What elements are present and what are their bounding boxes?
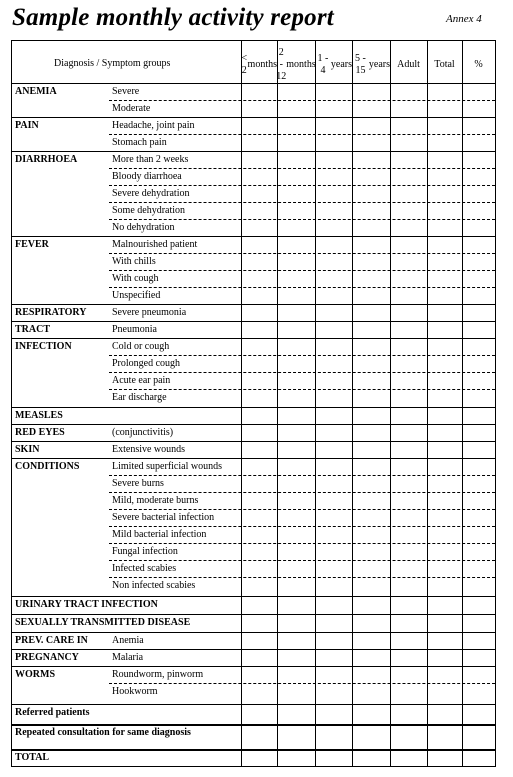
row-symptom: Ear discharge	[112, 392, 167, 403]
table-row-entry[interactable]	[241, 441, 495, 458]
table-row-entry[interactable]	[241, 389, 495, 407]
row-category: PREGNANCY	[15, 652, 79, 663]
table-row-entry[interactable]	[241, 475, 495, 492]
row-symptom: With chills	[112, 256, 156, 267]
row-symptom: (conjunctivitis)	[112, 427, 174, 438]
table-row-entry[interactable]	[241, 666, 495, 683]
table-row-entry[interactable]	[241, 458, 495, 475]
table-row-entry[interactable]	[241, 151, 495, 168]
row-symptom: Stomach pain	[112, 137, 167, 148]
table-row-entry[interactable]	[241, 632, 495, 649]
row-symptom: Malaria	[112, 652, 144, 663]
row-symptom: Severe bacterial infection	[112, 512, 215, 523]
row-category: SEXUALLY TRANSMITTED DISEASE	[15, 617, 191, 628]
table-row-entry[interactable]	[241, 185, 495, 202]
table-row-entry[interactable]	[241, 749, 495, 768]
column-header-3: 5 - 15 years	[355, 53, 390, 76]
table-row-entry[interactable]	[241, 253, 495, 270]
row-symptom: More than 2 weeks	[112, 154, 189, 165]
row-category: RESPIRATORY	[15, 307, 87, 318]
row-category: INFECTION	[15, 341, 72, 352]
row-symptom: Severe dehydration	[112, 188, 190, 199]
table-row-entry[interactable]	[241, 270, 495, 287]
row-category: URINARY TRACT INFECTION	[15, 599, 158, 610]
column-header-1: 2 - 12 months	[276, 47, 316, 82]
table-row-entry[interactable]	[241, 355, 495, 372]
table-row-entry[interactable]	[241, 526, 495, 543]
row-symptom: Acute ear pain	[112, 375, 171, 386]
table-row-entry[interactable]	[241, 117, 495, 134]
table-row-entry[interactable]	[241, 407, 495, 424]
table-row-entry[interactable]	[241, 100, 495, 117]
table-row-entry[interactable]	[241, 509, 495, 526]
table-row-entry[interactable]	[241, 372, 495, 389]
row-category: WORMS	[15, 669, 55, 680]
row-symptom: Extensive wounds	[112, 444, 186, 455]
row-symptom: With cough	[112, 273, 159, 284]
row-category: PAIN	[15, 120, 39, 131]
report-title: Sample monthly activity report	[12, 4, 334, 31]
row-symptom: Limited superficial wounds	[112, 461, 222, 472]
row-category: DIARRHOEA	[15, 154, 78, 165]
row-symptom: Prolonged cough	[112, 358, 181, 369]
report-form	[11, 40, 496, 767]
row-symptom: Pneumonia	[112, 324, 157, 335]
table-row-entry[interactable]	[241, 649, 495, 666]
row-symptom: Unspecified	[112, 290, 161, 301]
row-symptom: Bloody diarrhoea	[112, 171, 182, 182]
table-row-entry[interactable]	[241, 704, 495, 724]
row-symptom: Some dehydration	[112, 205, 186, 216]
row-symptom: Fungal infection	[112, 546, 178, 557]
row-category: RED EYES	[15, 427, 65, 438]
row-symptom: Mild bacterial infection	[112, 529, 207, 540]
table-row-entry[interactable]	[241, 83, 495, 100]
row-symptom: Headache, joint pain	[112, 120, 195, 131]
table-row-entry[interactable]	[241, 577, 495, 596]
column-header-6: %	[474, 59, 483, 70]
row-category: Referred patients	[15, 707, 90, 718]
table-row-entry[interactable]	[241, 560, 495, 577]
table-row-entry[interactable]	[241, 304, 495, 321]
row-category: ANEMIA	[15, 86, 57, 97]
table-row-entry[interactable]	[241, 321, 495, 338]
row-category: TRACT	[15, 324, 51, 335]
table-row-entry[interactable]	[241, 614, 495, 632]
table-row-entry[interactable]	[241, 134, 495, 151]
table-row-entry[interactable]	[241, 236, 495, 253]
annex-label: Annex 4	[446, 13, 482, 25]
row-symptom: Severe	[112, 86, 140, 97]
table-row-entry[interactable]	[241, 724, 495, 749]
row-symptom: Cold or cough	[112, 341, 170, 352]
row-symptom: Anemia	[112, 635, 144, 646]
row-symptom: Infected scabies	[112, 563, 177, 574]
row-symptom: Roundworm, pinworm	[112, 669, 204, 680]
column-header-2: 1 - 4 years	[317, 53, 352, 76]
table-row-entry[interactable]	[241, 596, 495, 614]
row-symptom: Severe pneumonia	[112, 307, 187, 318]
table-row-entry[interactable]	[241, 492, 495, 509]
column-header-0: < 2 months	[241, 53, 277, 76]
table-row-entry[interactable]	[241, 424, 495, 441]
table-row-entry[interactable]	[241, 202, 495, 219]
column-header-5: Total	[434, 59, 455, 70]
row-symptom: Non infected scabies	[112, 580, 196, 591]
row-category: SKIN	[15, 444, 40, 455]
row-category: MEASLES	[15, 410, 63, 421]
table-row-entry[interactable]	[241, 168, 495, 185]
row-symptom: Malnourished patient	[112, 239, 198, 250]
table-row-entry[interactable]	[241, 338, 495, 355]
diagnosis-header: Diagnosis / Symptom groups	[54, 58, 171, 69]
row-category: PREV. CARE IN	[15, 635, 88, 646]
row-symptom: Moderate	[112, 103, 151, 114]
row-symptom: Severe burns	[112, 478, 164, 489]
row-category: FEVER	[15, 239, 49, 250]
row-symptom: No dehydration	[112, 222, 175, 233]
table-row-entry[interactable]	[241, 219, 495, 236]
row-category: Repeated consultation for same diagnosis	[15, 727, 191, 738]
table-row-entry[interactable]	[241, 287, 495, 304]
row-category: CONDITIONS	[15, 461, 80, 472]
table-row-entry[interactable]	[241, 683, 495, 704]
table-row-entry[interactable]	[241, 543, 495, 560]
row-symptom: Mild, moderate burns	[112, 495, 199, 506]
column-header-4: Adult	[397, 59, 420, 70]
row-symptom: Hookworm	[112, 686, 158, 697]
row-category: TOTAL	[15, 752, 50, 763]
